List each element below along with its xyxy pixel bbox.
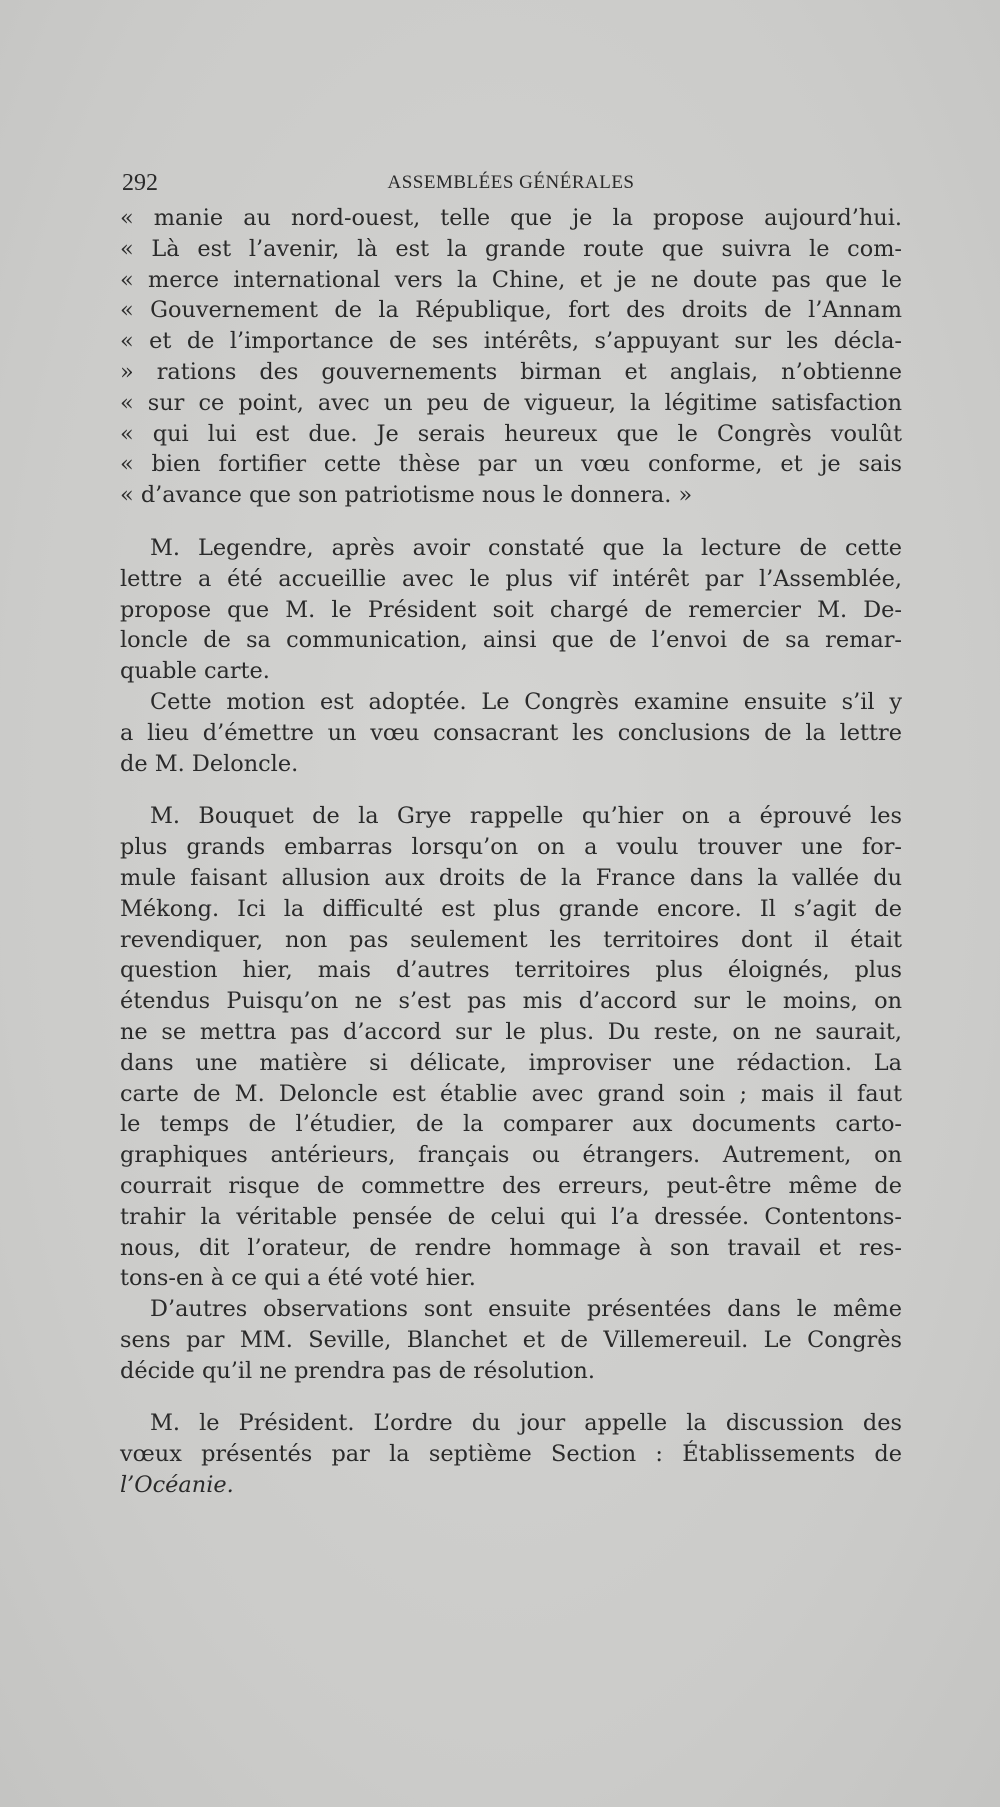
text-line: quable carte. [120,658,270,685]
text-line: nous, dit l’orateur, de rendre hommage à son travail et res- [120,1234,902,1261]
paragraph-legendre [120,533,902,687]
text-line: « Là est l’avenir, là est la grande route que suivra le com- [120,235,902,262]
text-line: » rations des gouvernements birman et anglais, n’obtienne [120,358,902,385]
paragraph-president [120,1408,902,1500]
text-line: plus grands embarras lorsqu’on on a voulu trouver une for- [120,834,902,861]
text-line: carte de M. Deloncle est établie avec grand soin ; mais il faut [120,1080,902,1107]
paragraph-gap [120,779,902,801]
paragraph-bouquet-de-la-grye [120,801,902,1294]
paragraph-letter-quote [120,203,902,511]
paragraph-motion [120,687,902,779]
text-line: décide qu’il ne prendra pas de résolution. [120,1357,595,1384]
text-line: lettre a été accueillie avec le plus vif intérêt par l’Assemblée, [120,565,902,592]
paragraph-gap [120,511,902,533]
text-line: « qui lui est due. Je serais heureux que le Congrès voulût [120,420,902,447]
text-line: M. Legendre, après avoir constaté que la lecture de cette [150,534,902,561]
text-line: vœux présentés par la septième Section : Établissements de [120,1441,902,1468]
text-line: D’autres observations sont ensuite présentées dans le même [150,1296,902,1323]
text-line: « merce international vers la Chine, et je ne doute pas que le [120,266,902,293]
body-text [120,203,902,1501]
text-line: question hier, mais d’autres territoires plus éloignés, plus [120,957,902,984]
text-line: M. le Président. L’ordre du jour appelle la discussion des [150,1410,902,1437]
text-line: Mékong. Ici la difficulté est plus grande encore. Il s’agit de [120,895,902,922]
text-line: « sur ce point, avec un peu de vigueur, la légitime satisfaction [120,389,902,416]
text-line: propose que M. le Président soit chargé de remercier M. De- [120,596,902,623]
text-line: « et de l’importance de ses intérêts, s’appuyant sur les décla- [120,328,902,355]
paragraph-gap [120,1386,902,1408]
text-line: sens par MM. Seville, Blanchet et de Villemereuil. Le Congrès [120,1326,902,1353]
text-line: Cette motion est adoptée. Le Congrès examine ensuite s’il y [150,688,902,715]
text-line: « d’avance que son patriotisme nous le donnera. » [120,482,693,509]
paragraph-observations [120,1294,902,1386]
text-line: l’Océanie. [120,1472,234,1499]
text-line: étendus Puisqu’on ne s’est pas mis d’accord sur le moins, on [120,988,902,1015]
text-line: trahir la véritable pensée de celui qui l’a dressée. Contentons- [120,1203,902,1230]
text-line: M. Bouquet de la Grye rappelle qu’hier on a éprouvé les [150,803,902,830]
text-line: tons-en à ce qui a été voté hier. [120,1265,476,1292]
text-line: le temps de l’étudier, de la comparer aux documents carto- [120,1111,902,1138]
page-header [122,170,900,198]
text-line: mule faisant allusion aux droits de la France dans la vallée du [120,864,902,891]
text-line: dans une matière si délicate, improviser une rédaction. La [120,1049,902,1076]
text-line: « bien fortifier cette thèse par un vœu conforme, et je sais [120,451,902,478]
page-number: 292 [122,170,158,196]
text-line: « manie au nord-ouest, telle que je la propose aujourd’hui. [120,205,902,231]
text-line: ne se mettra pas d’accord sur le plus. Du reste, on ne saurait, [120,1018,902,1045]
text-line: « Gouvernement de la République, fort des droits de l’Annam [120,297,902,324]
running-head: ASSEMBLÉES GÉNÉRALES [387,172,635,193]
text-line: revendiquer, non pas seulement les territoires dont il était [120,926,902,953]
text-line: a lieu d’émettre un vœu consacrant les conclusions de la lettre [120,719,902,746]
text-line: loncle de sa communication, ainsi que de l’envoi de sa remar- [120,627,902,654]
text-line: courrait risque de commettre des erreurs, peut-être même de [120,1172,902,1199]
text-line: de M. Deloncle. [120,750,299,777]
text-line: graphiques antérieurs, français ou étrangers. Autrement, on [120,1142,902,1169]
